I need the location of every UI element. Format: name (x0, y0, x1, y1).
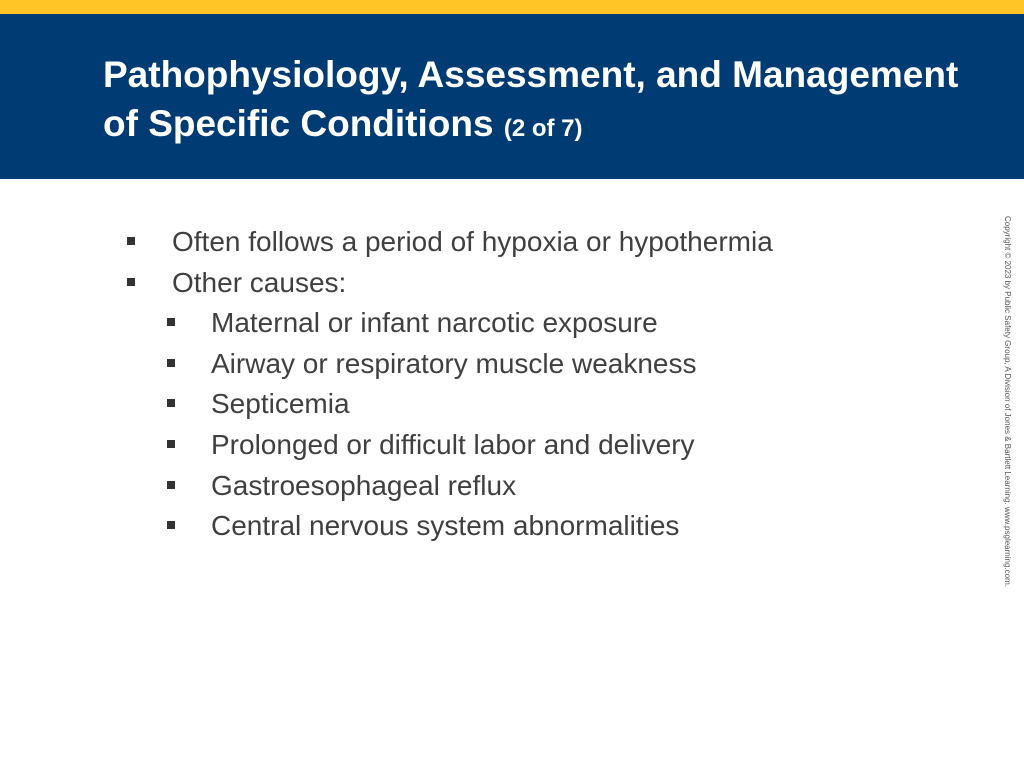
slide-part-indicator: (2 of 7) (503, 115, 583, 142)
square-bullet-icon (167, 359, 175, 367)
square-bullet-icon (167, 399, 175, 407)
square-bullet-icon (167, 440, 175, 448)
square-bullet-icon (127, 278, 135, 286)
sub-bullet-item (0, 303, 960, 344)
sub-bullet-text: Prolonged or difficult labor and delivery (211, 428, 695, 460)
bullet-text: Often follows a period of hypoxia or hypothermia (172, 226, 773, 257)
sub-bullet-item (0, 344, 960, 385)
bullet-list (0, 222, 960, 547)
copyright-notice: Copyright © 2023 by Public Safety Group, A Division of Jones & Bartlett Learning. www.psglearning.com. (1003, 216, 1012, 587)
sub-bullet-text: Airway or respiratory muscle weakness (211, 347, 697, 379)
sub-bullet-item (0, 506, 960, 547)
square-bullet-icon (167, 481, 175, 489)
square-bullet-icon (127, 237, 135, 245)
bullet-item (0, 222, 960, 263)
sub-bullet-text: Central nervous system abnormalities (211, 510, 680, 542)
slide-title-main: Pathophysiology, Assessment, and Management of Specific Conditions (103, 54, 959, 144)
sub-bullet-text: Gastroesophageal reflux (211, 469, 517, 501)
sub-bullet-item (0, 425, 960, 466)
slide-title (103, 50, 983, 153)
square-bullet-icon (167, 521, 175, 529)
sub-bullet-item (0, 384, 960, 425)
top-accent-bar (0, 0, 1024, 14)
sub-bullet-text: Septicemia (211, 388, 350, 420)
bullet-text: Other causes: (172, 266, 347, 298)
sub-bullet-item (0, 466, 960, 507)
sub-bullet-text: Maternal or infant narcotic exposure (211, 307, 658, 339)
square-bullet-icon (167, 318, 175, 326)
bullet-item (0, 263, 960, 304)
